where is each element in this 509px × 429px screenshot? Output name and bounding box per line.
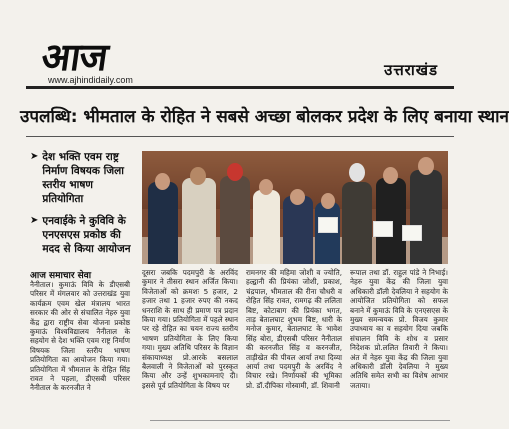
article-column-3: रामनगर की महिमा जोशी व ज्योति, हल्द्वानी की प्रियंका जोशी, प्रकाश, चंद्रपाल, भीमताल की रीना चौधरी व रोहित सिंह रावत, रामगढ़ की ललिता बिष्ट, कोटाबाग की प्रियंका भगत, ताड़ बेतालघाट शुभम बिष्ट, धारी के मनोज कुमार, बेतालघाट के भावेश सिंह बोरा, डीएसबी परिसर नैनीताल की करनजीत सिंह व करनजीत, ताड़ीखेत की पीवल आर्या तथा दिव्या आर्या तथा पदमपुरी के अरविंद ने विचार रखे। निर्णायकों की भूमिका प्रो. डॉ.दीपिका गोस्वामी, डॉ. शिवानी — [246, 268, 342, 390]
article-column-2: दूसरा जबकि पदमपुरी के अरविंद कुमार ने तीसरा स्थान अर्जित किया। विजेताओं को क्रमशः 5 हजार, 2 हजार तथा 1 हजार रुपए की नकद धनराशि के साथ ही प्रमाण पत्र प्रदान किया गया। प्रतियोगिता में पहले स्थान पर रहे रोहित का चयन राज्य स्तरीय भाषण प्रतियोगिता के लिए किया गया। मुख्य अतिथि परिसर के विज्ञान संकायाध्यक्ष प्रो.आरके बसलाल बैलवाली ने विजेताओं को पुरस्कृत किया और उन्हें शुभकामनाएं दी। इससे पूर्व प्रतियोगिता के विषय पर — [142, 268, 238, 390]
article-column-1: नैनीताल। कुमाऊं विवि के डीएसबी परिसर में मंगलवार को उत्तराखंड युवा कार्यक्रम एवम खेल मंत्रालय भारत सरकार की ओर से संचालित नेहरु युवा केंद्र द्वारा राष्ट्रीय सेवा योजना प्रकोष्ठ कुमाऊं विश्वविद्यालय नैनीताल के सहयोग से देश भक्ति एवम राष्ट्र निर्माण विषयक जिला स्तरीय भाषण प्रतियोगिता का आयोजन किया गया। प्रतियोगिता में भीमताल के रोहित सिंह रावत ने पहला, डीएसबी परिसर नैनीताल के करनजीत ने — [30, 280, 130, 393]
masthead-rule — [26, 86, 454, 89]
arrow-icon: ➤ — [30, 151, 39, 162]
person — [410, 170, 442, 264]
section-title: उत्तराखंड — [384, 61, 438, 79]
byline: आज समाचार सेवा — [30, 271, 92, 281]
footer-rule — [150, 420, 450, 421]
headline-rule — [26, 136, 454, 137]
person — [342, 182, 372, 264]
arrow-icon: ➤ — [30, 215, 39, 226]
website-url: www.ajhindidaily.com — [48, 75, 133, 85]
bullet-item — [30, 150, 134, 206]
person — [220, 176, 250, 264]
person — [148, 182, 178, 264]
certificate — [402, 225, 422, 241]
person-head — [349, 163, 365, 182]
bullet-text: देश भक्ति एवम राष्ट्र निर्माण विषयक जिला स्तरीय भाषण प्रतियोगिता — [42, 151, 124, 205]
person-head — [259, 179, 273, 195]
person — [315, 202, 340, 264]
certificate — [373, 221, 393, 237]
person-head — [418, 157, 434, 175]
article-column-4: रूपाल तथा डॉ. राहुल पांडे ने निभाई। नेहरु युवा केंद्र की जिला युवा अधिकारी डॉली देवलिया ने सहयोग के आयोजित प्रतियोगिता को सफल बनाने में कुमाऊं विवि के एनएसएस के मुख्य समन्वयक प्रो. विजय कुमार उपाध्याय का व सहयोग दिया जबकि संचालन विवि के शोध व प्रसार निदेशक प्रो.ललित तिवारी ने किया। अंत में नेहरु युवा केंद्र की जिला युवा अधिकारी डॉली देवलिया ने मुख्य अतिथि समेत सभी का विशेष आभार जताया। — [350, 268, 448, 390]
person — [182, 178, 216, 264]
masthead — [0, 0, 456, 84]
person-head — [190, 167, 206, 185]
person-head — [290, 189, 305, 205]
bullet-item — [30, 214, 134, 256]
newspaper-logo: आज — [38, 35, 110, 79]
certificate — [318, 217, 338, 233]
person-head — [155, 173, 170, 190]
person-head — [227, 163, 243, 181]
person-head — [383, 167, 398, 184]
person — [283, 196, 313, 264]
bullet-text: एनवाईके ने कुविवि के एनएसएस प्रकोष्ठ की मदद से किया आयोजन — [42, 215, 131, 255]
article-headline: उपलब्धि: भीमताल के रोहित ने सबसे अच्छा बोलकर प्रदेश के लिए बनाया स्थान — [20, 107, 509, 127]
article-bullets — [30, 150, 134, 264]
event-photo — [142, 151, 448, 264]
person — [253, 190, 280, 264]
person-head — [321, 193, 335, 209]
